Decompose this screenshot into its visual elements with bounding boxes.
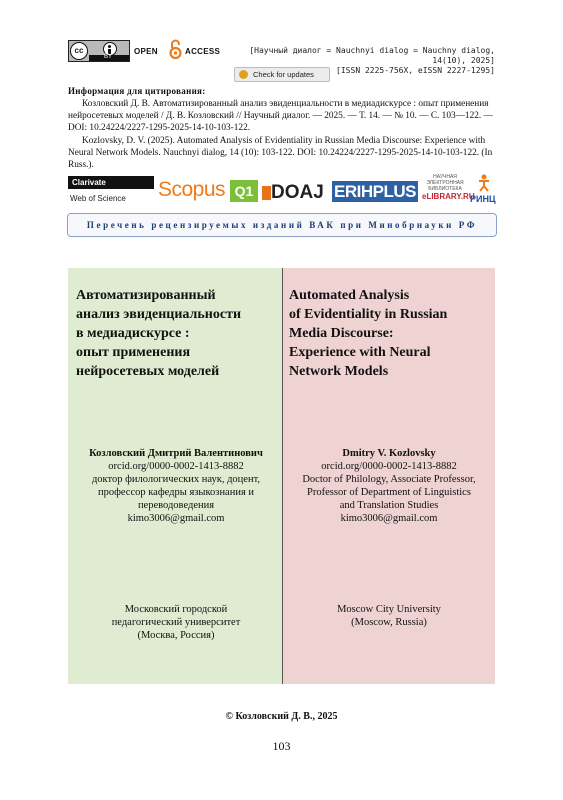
clarivate-label: Clarivate xyxy=(68,176,154,189)
title-line: Автоматизированный xyxy=(76,288,216,303)
affiliation-ru xyxy=(74,603,278,642)
elibrary-label: eLIBRARY.RU xyxy=(422,192,475,201)
affiliation-line: (Moscow, Russia) xyxy=(351,617,427,628)
affiliation-line: Moscow City University xyxy=(337,604,441,615)
title-line: Automated Analysis xyxy=(289,288,410,303)
vak-banner: Перечень рецензируемых изданий ВАК при Минобрнауки РФ xyxy=(67,213,497,237)
author-info-en xyxy=(287,447,491,525)
affiliation-en xyxy=(287,603,491,629)
title-line: Network Models xyxy=(289,364,389,379)
author-orcid-en: orcid.org/0000-0002-1413-8882 xyxy=(321,461,457,472)
citation-heading: Информация для цитирования: xyxy=(68,86,206,96)
affiliation-line: педагогический университет xyxy=(111,617,241,628)
author-email-en: kimo3006@gmail.com xyxy=(340,513,438,524)
title-line: of Evidentiality in Russian xyxy=(289,307,448,322)
cc-icon: cc xyxy=(70,42,88,60)
q1-badge: Q1 xyxy=(230,180,258,202)
title-line: анализ эвиденциальности xyxy=(76,307,242,322)
affiliation-line: Московский городской xyxy=(124,604,228,615)
author-orcid-ru: orcid.org/0000-0002-1413-8882 xyxy=(108,461,244,472)
rinc-figure-icon xyxy=(478,174,490,192)
title-line: опыт применения xyxy=(76,345,191,360)
author-position-ru: профессор кафедры языкознания и xyxy=(97,487,255,498)
web-of-science-logo xyxy=(68,176,156,206)
rinc-label: РИНЦ xyxy=(470,194,496,204)
erihplus-logo: ERIHPLUS xyxy=(332,181,418,202)
citation-ru: Козловский Д. В. Автоматизированный анализ эвиденциальности в медиадискурсе : опыт применения нейросетевых моделей / Д. В. Козловский // Научный диалог. — 2025. — Т. 14. — № 10. — С. 103—122. — DOI: 10.24224/2227-1295-2025-14-10-103-122. xyxy=(68,99,493,133)
rinc-logo xyxy=(470,174,498,206)
author-degree-en: Doctor of Philology, Associate Professor, xyxy=(302,474,476,485)
elibrary-small-label: НАУЧНАЯ ЭЛЕКТРОННАЯ БИБЛИОТЕКА xyxy=(426,174,464,192)
cc-by-license-badge xyxy=(68,40,130,62)
title-line: в медиадискурсе : xyxy=(76,326,190,341)
page-number: 103 xyxy=(272,739,291,753)
check-for-updates-button[interactable] xyxy=(234,67,330,82)
author-email-ru: kimo3006@gmail.com xyxy=(127,513,225,524)
web-of-science-label: Web of Science xyxy=(70,194,126,203)
citation-en: Kozlovsky, D. V. (2025). Automated Analysis of Evidentiality in Russian Media Discourse: Experience with Neural Network Models. Nauchnyi dialog, 14 (10): 103-122. DOI: 10.24224/2227-1295-2025-14-10-103-122. (In Russ.). xyxy=(68,136,493,170)
author-dept-ru: переводоведения xyxy=(137,500,215,511)
doaj-label: DOAJ xyxy=(271,182,324,203)
copyright-notice: © Козловский Д. В., 2025 xyxy=(225,711,338,722)
author-degree-ru: доктор филологических наук, доцент, xyxy=(91,474,261,485)
author-name-en: Dmitry V. Kozlovsky xyxy=(342,448,436,459)
scopus-logo: Scopus xyxy=(158,178,226,201)
doaj-logo xyxy=(259,182,324,204)
title-line: нейросетевых моделей xyxy=(76,364,220,379)
affiliation-line: (Москва, Россия) xyxy=(137,630,215,641)
title-line: Experience with Neural xyxy=(289,345,431,360)
check-for-updates-label: Check for updates xyxy=(253,70,314,79)
author-dept-en: and Translation Studies xyxy=(339,500,439,511)
journal-title-line: [Научный диалог = Nauchnyi dialog = Nauchny dialog, 14(10), 2025] xyxy=(249,46,495,65)
by-label: BY xyxy=(104,54,113,60)
author-info-ru xyxy=(74,447,278,525)
open-access-open-word: OPEN xyxy=(134,47,158,56)
article-title-ru xyxy=(76,286,276,381)
author-name-ru: Козловский Дмитрий Валентинович xyxy=(89,448,263,459)
crossmark-icon xyxy=(239,70,248,79)
open-access-access-word: ACCESS xyxy=(185,47,221,56)
title-line: Media Discourse: xyxy=(289,326,394,341)
author-position-en: Professor of Department of Linguistics xyxy=(307,487,471,498)
journal-issn-line: [ISSN 2225-756X, eISSN 2227-1295] xyxy=(336,66,495,75)
elibrary-logo xyxy=(422,174,475,202)
open-access-lock-icon xyxy=(169,38,182,60)
article-title-en xyxy=(289,286,489,381)
